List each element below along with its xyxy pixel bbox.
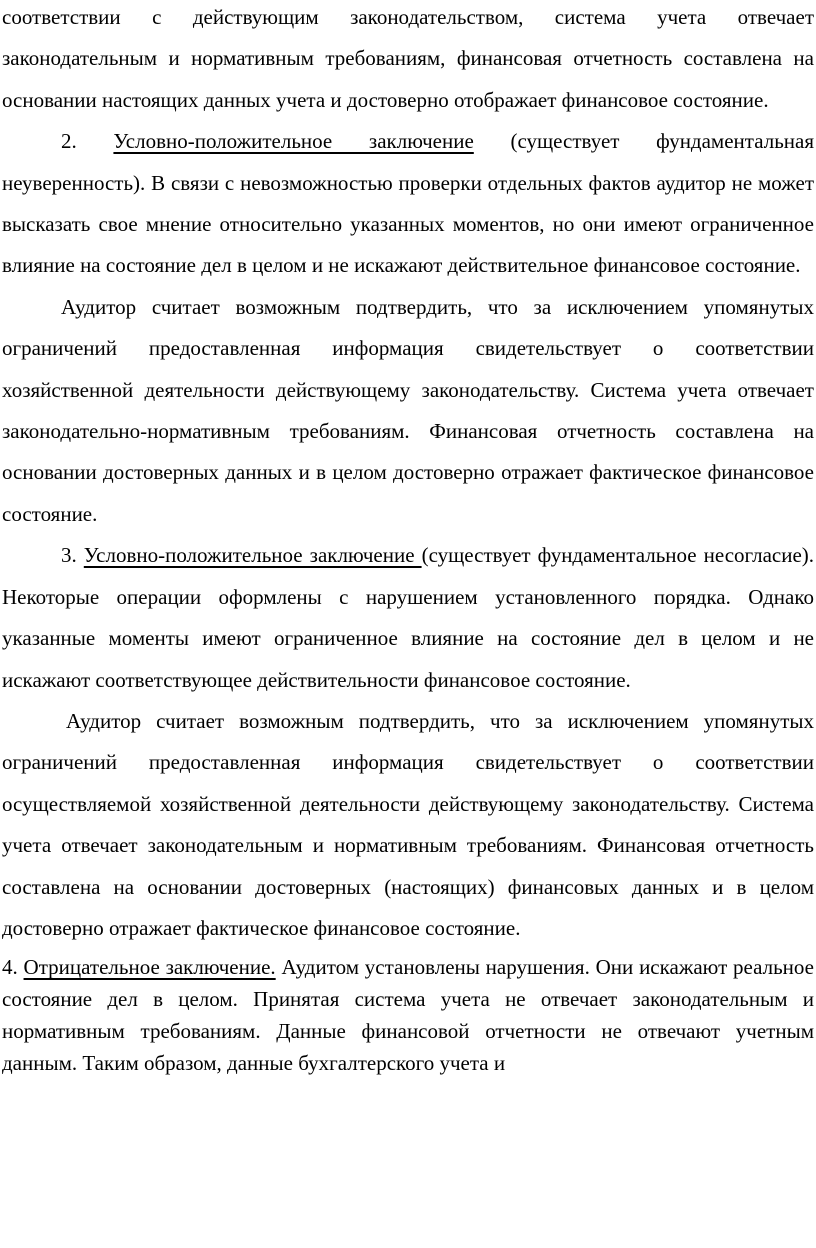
item-number: 3. xyxy=(61,543,84,568)
paragraph-text: Аудитор считает возможным подтвердить, что за исключением упомянутых ограничений предоставленная информация свидетельствует о соответствии хозяйственной деятельности действующему законодательству. Система учета отвечает законодательно-нормативным требованиям. Финансовая отчетность составлена на основании достоверных данных и в целом достоверно отражает фактическое финансовое состояние. xyxy=(2,294,814,526)
paragraph-auditor-confirmation-2 xyxy=(0,701,816,949)
paragraph-text: Аудитом установлены нарушения. Они искажают реальное состояние дел в целом. Принятая система учета не отвечает законодательным и нормативным требованиям. Данные финансовой отчетности не отвечают учетным данным. Таким образом, данные бухгалтерского учета и xyxy=(2,955,814,1076)
item-number: 4. xyxy=(2,955,24,980)
paragraph-auditor-confirmation-1 xyxy=(0,287,816,535)
paragraph-conditional-opinion-disagreement xyxy=(0,535,816,701)
paragraph-text: (существует фундаментальная неуверенность). В связи с невозможностью проверки отдельных фактов аудитор не может высказать свое мнение относительно указанных моментов, но они имеют ограниченное влияние на состояние дел в целом и не искажают действительное финансовое состояние. xyxy=(2,129,814,278)
paragraph-text: (существует фундаментальное несогласие). Некоторые операции оформлены с нарушением установленного порядка. Однако указанные моменты имеют ограниченное влияние на состояние дел в целом и не искажают соответствующее действительности финансовое состояние. xyxy=(2,543,815,692)
paragraph-negative-opinion xyxy=(0,951,816,1079)
item-number: 2. xyxy=(61,129,114,154)
paragraph-text: соответствии с действующим законодательством, система учета отвечает законодательным и нормативным требованиям, финансовая отчетность составлена на основании настоящих данных учета и достоверно отображает финансовое состояние. xyxy=(2,5,814,112)
section-title: Условно-положительное заключение xyxy=(113,129,474,154)
section-title: Условно-положительное заключение xyxy=(83,543,422,568)
paragraph-conditional-opinion-uncertainty xyxy=(0,121,816,287)
paragraph-text: Аудитор считает возможным подтвердить, что за исключением упомянутых ограничений предоставленная информация свидетельствует о соответствии осуществляемой хозяйственной деятельности действующему законодательству. Система учета отвечает законодательным и нормативным требованиям. Финансовая отчетность составлена на основании достоверных (настоящих) финансовых данных и в целом достоверно отражает фактическое финансовое состояние. xyxy=(2,708,814,940)
section-title: Отрицательное заключение. xyxy=(23,955,276,980)
paragraph-continuation xyxy=(0,0,816,121)
